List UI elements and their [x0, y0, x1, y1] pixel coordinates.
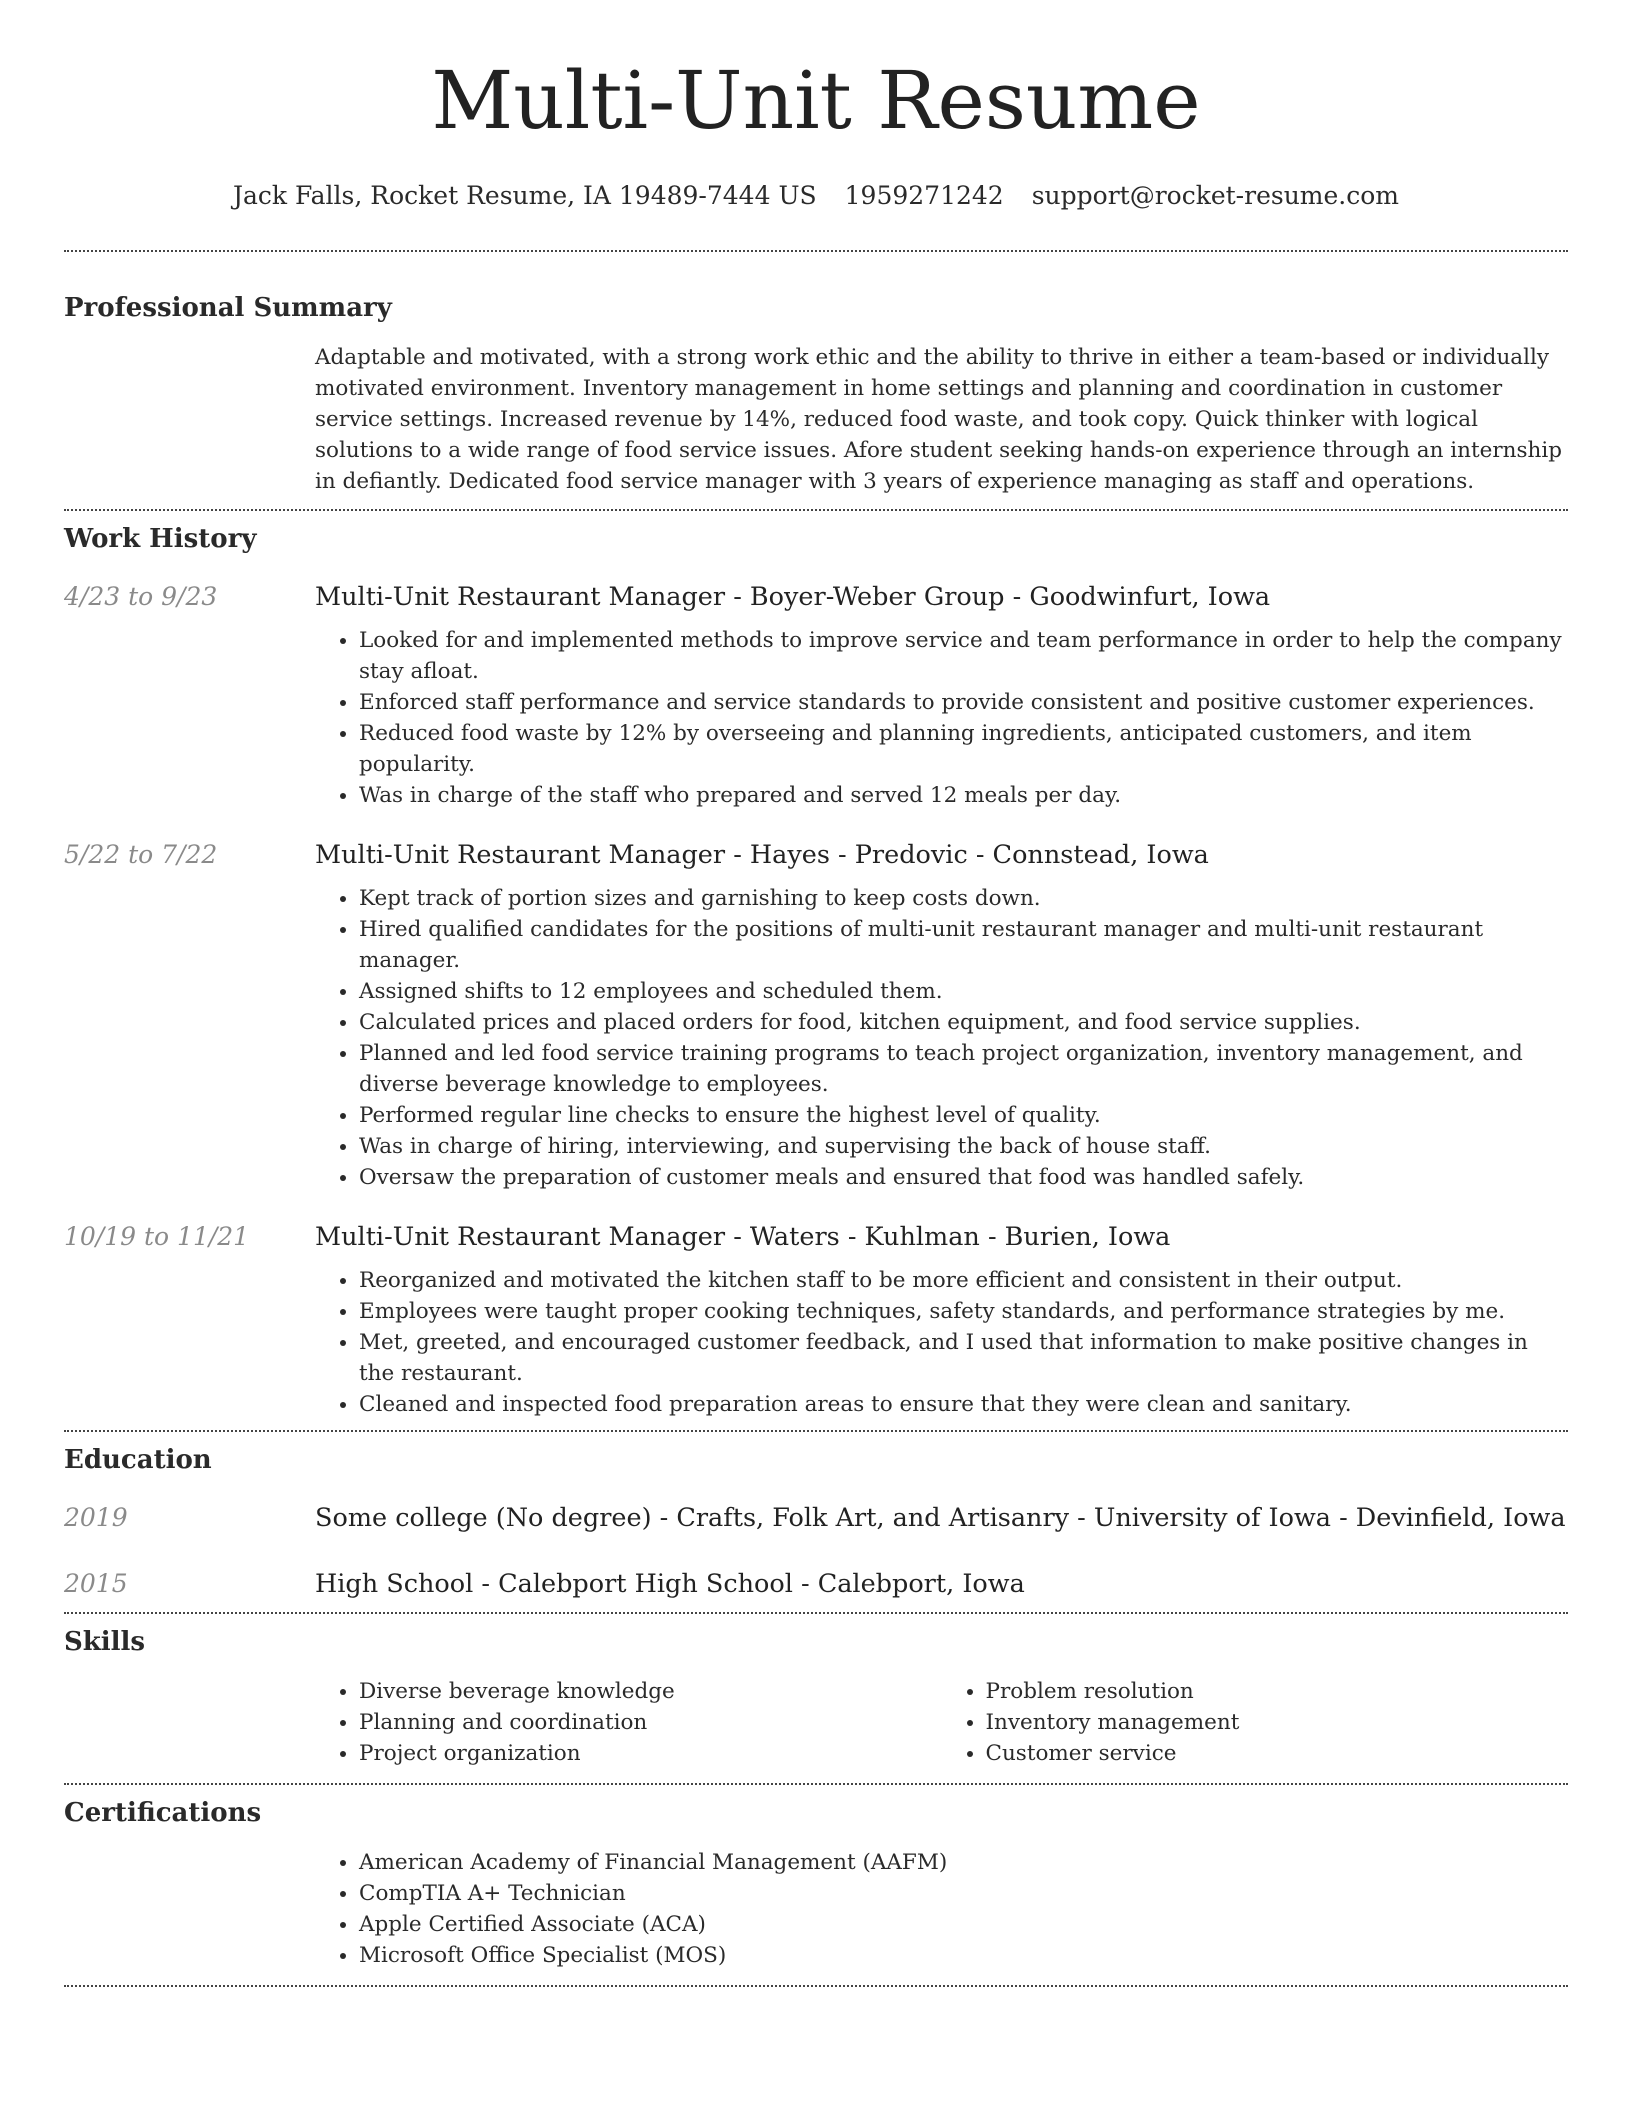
contact-line [64, 180, 1568, 212]
list-item: • Diverse beverage knowledge [359, 1676, 942, 1707]
education-title: Some college (No degree) - Crafts, Folk Art, and Artisanry - University of Iowa - Devinfield, Iowa [315, 1503, 1566, 1533]
list-item: • Inventory management [986, 1707, 1569, 1738]
certifications-heading: Certifications [64, 1798, 262, 1828]
skills-heading: Skills [64, 1627, 146, 1657]
list-item: • Met, greeted, and encouraged customer feedback, and I used that information to make positive changes in the restaurant. [359, 1327, 1568, 1389]
education-date: 2015 [64, 1569, 128, 1598]
job-title: Multi-Unit Restaurant Manager - Hayes - Predovic - Connstead, Iowa [315, 840, 1209, 870]
job-title: Multi-Unit Restaurant Manager - Waters - Kuhlman - Burien, Iowa [315, 1222, 1171, 1252]
list-item: • Reduced food waste by 12% by overseeing and planning ingredients, anticipated customers, and item popularity. [359, 718, 1568, 780]
education-entry [64, 1502, 1568, 1534]
work-history-heading: Work History [64, 524, 257, 554]
skills-column-left [315, 1676, 942, 1769]
job-date: 4/23 to 9/23 [64, 582, 218, 611]
list-item: • CompTIA A+ Technician [359, 1878, 1568, 1909]
divider [64, 1612, 1568, 1614]
list-item: • Microsoft Office Specialist (MOS) [359, 1940, 1568, 1971]
summary-text: Adaptable and motivated, with a strong work ethic and the ability to thrive in either a team-based or individually motivated environment. Inventory management in home settings and planning and coordination in customer service settings. Increased revenue by 14%, reduced food waste, and took copy. Quick thinker with logical solutions to a wide range of food service issues. Afore student seeking hands-on experience through an internship in defiantly. Dedicated food service manager with 3 years of experience managing as staff and operations. [315, 345, 1562, 494]
skills-list [315, 1676, 1568, 1769]
list-item: • Enforced staff performance and service standards to provide consistent and positive customer experiences. [359, 687, 1568, 718]
divider [64, 250, 1568, 252]
list-item: • Was in charge of hiring, interviewing, and supervising the back of house staff. [359, 1131, 1568, 1162]
resume-title: Multi-Unit Resume [431, 54, 1201, 147]
job-entry [64, 581, 1568, 811]
list-item: • Oversaw the preparation of customer meals and ensured that food was handled safely. [359, 1162, 1568, 1193]
list-item: • Employees were taught proper cooking techniques, safety standards, and performance strategies by me. [359, 1296, 1568, 1327]
education-date: 2019 [64, 1503, 128, 1532]
contact-address: Jack Falls, Rocket Resume, IA 19489-7444 US [232, 181, 817, 210]
list-item: • Cleaned and inspected food preparation areas to ensure that they were clean and sanitary. [359, 1389, 1568, 1420]
list-item: • Looked for and implemented methods to improve service and team performance in order to help the company stay afloat. [359, 625, 1568, 687]
list-item: • Apple Certified Associate (ACA) [359, 1909, 1568, 1940]
summary-heading: Professional Summary [64, 293, 392, 323]
resume-page [64, 0, 1568, 1987]
list-item: • Project organization [359, 1738, 942, 1769]
list-item: • Customer service [986, 1738, 1569, 1769]
job-date: 10/19 to 11/21 [64, 1222, 250, 1251]
skills-column-right [942, 1676, 1569, 1769]
divider [64, 509, 1568, 511]
certifications-list [315, 1847, 1568, 1971]
divider [64, 1430, 1568, 1432]
job-bullets [315, 1265, 1568, 1420]
job-entry [64, 839, 1568, 1193]
list-item: • Problem resolution [986, 1676, 1569, 1707]
education-heading: Education [64, 1445, 212, 1475]
list-item: • American Academy of Financial Management (AAFM) [359, 1847, 1568, 1878]
list-item: • Assigned shifts to 12 employees and scheduled them. [359, 976, 1568, 1007]
job-entry [64, 1221, 1568, 1420]
list-item: • Hired qualified candidates for the positions of multi-unit restaurant manager and multi-unit restaurant manager. [359, 914, 1568, 976]
list-item: • Kept track of portion sizes and garnishing to keep costs down. [359, 883, 1568, 914]
job-bullets [315, 883, 1568, 1193]
education-title: High School - Calebport High School - Calebport, Iowa [315, 1569, 1025, 1599]
list-item: • Planning and coordination [359, 1707, 942, 1738]
list-item: • Performed regular line checks to ensure the highest level of quality. [359, 1100, 1568, 1131]
job-date: 5/22 to 7/22 [64, 840, 218, 869]
list-item: • Reorganized and motivated the kitchen staff to be more efficient and consistent in their output. [359, 1265, 1568, 1296]
divider [64, 1985, 1568, 1987]
contact-email: support@rocket-resume.com [1031, 181, 1400, 210]
contact-phone: 1959271242 [844, 181, 1004, 210]
job-bullets [315, 625, 1568, 811]
list-item: • Planned and led food service training programs to teach project organization, inventory management, and diverse beverage knowledge to employees. [359, 1038, 1568, 1100]
divider [64, 1783, 1568, 1785]
education-entry [64, 1568, 1568, 1600]
list-item: • Was in charge of the staff who prepared and served 12 meals per day. [359, 780, 1568, 811]
list-item: • Calculated prices and placed orders for food, kitchen equipment, and food service supplies. [359, 1007, 1568, 1038]
job-title: Multi-Unit Restaurant Manager - Boyer-Weber Group - Goodwinfurt, Iowa [315, 582, 1271, 612]
